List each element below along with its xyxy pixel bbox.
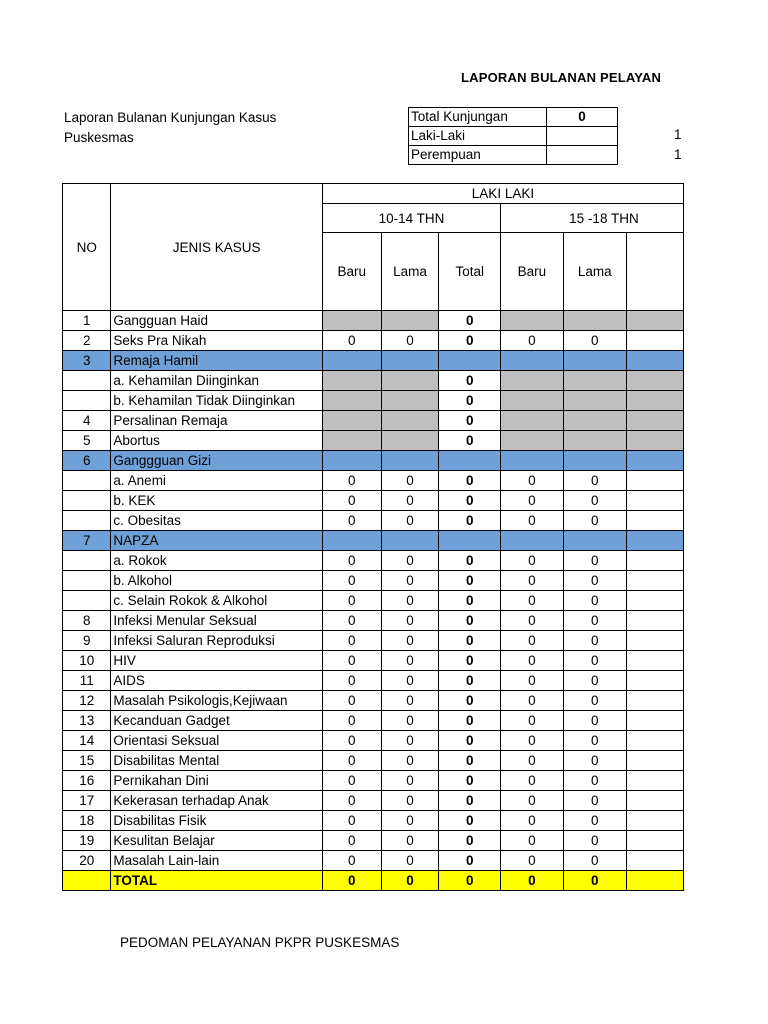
row-value-cell: 0 (501, 511, 563, 531)
row-value-cell (626, 791, 683, 811)
row-value-cell (626, 831, 683, 851)
row-value-cell: 0 (563, 811, 626, 831)
summary-value (547, 146, 618, 165)
row-value-cell: 0 (322, 751, 381, 771)
row-value-cell: 0 (563, 771, 626, 791)
header-laki-laki: LAKI LAKI (322, 184, 683, 204)
row-value-cell (626, 331, 683, 351)
row-value-cell: 0 (563, 711, 626, 731)
row-value-cell: 0 (381, 851, 439, 871)
row-value-cell: 0 (322, 651, 381, 671)
row-value-cell (626, 411, 683, 431)
row-value-cell: 0 (439, 551, 501, 571)
row-value-cell: 0 (322, 791, 381, 811)
row-value-cell (381, 431, 439, 451)
case-table (62, 183, 684, 891)
table-row (63, 871, 684, 891)
row-value-cell: 0 (381, 831, 439, 851)
row-value-cell (322, 451, 381, 471)
row-name-cell: a. Rokok (111, 551, 322, 571)
row-value-cell (439, 351, 501, 371)
table-row (63, 411, 684, 431)
row-value-cell: 0 (501, 471, 563, 491)
row-value-cell: 0 (563, 831, 626, 851)
row-name-cell: b. Alkohol (111, 571, 322, 591)
row-name-cell: Pernikahan Dini (111, 771, 322, 791)
row-value-cell (626, 371, 683, 391)
row-value-cell: 0 (381, 491, 439, 511)
row-value-cell: 0 (439, 471, 501, 491)
row-value-cell: 0 (322, 851, 381, 871)
report-title: LAPORAN BULANAN PELAYAN (461, 70, 662, 85)
row-value-cell: 0 (381, 811, 439, 831)
row-value-cell: 0 (322, 491, 381, 511)
row-value-cell: 0 (501, 551, 563, 571)
row-value-cell (626, 511, 683, 531)
row-value-cell (626, 551, 683, 571)
row-value-cell: 0 (563, 651, 626, 671)
row-value-cell: 0 (439, 591, 501, 611)
row-value-cell (626, 611, 683, 631)
row-value-cell (501, 391, 563, 411)
table-row (63, 391, 684, 411)
row-value-cell: 0 (381, 691, 439, 711)
row-value-cell (626, 731, 683, 751)
row-value-cell: 0 (439, 631, 501, 651)
row-no-cell: 13 (63, 711, 111, 731)
row-value-cell: 0 (439, 511, 501, 531)
row-no-cell (63, 571, 111, 591)
summary-label: Total Kunjungan (409, 108, 547, 127)
row-value-cell (322, 391, 381, 411)
table-row (63, 811, 684, 831)
row-value-cell (626, 751, 683, 771)
row-value-cell: 0 (381, 511, 439, 531)
row-name-cell: Kesulitan Belajar (111, 831, 322, 851)
row-value-cell (563, 431, 626, 451)
row-no-cell (63, 471, 111, 491)
row-no-cell: 15 (63, 751, 111, 771)
row-value-cell: 0 (563, 751, 626, 771)
summary-row (409, 146, 618, 165)
row-value-cell: 0 (322, 331, 381, 351)
row-value-cell: 0 (381, 711, 439, 731)
row-value-cell: 0 (563, 631, 626, 651)
row-value-cell: 0 (439, 831, 501, 851)
row-value-cell (626, 471, 683, 491)
row-value-cell (626, 431, 683, 451)
subtitle-line-1: Laporan Bulanan Kunjungan Kasus (64, 110, 277, 125)
row-value-cell (626, 451, 683, 471)
row-value-cell: 0 (322, 631, 381, 651)
table-row (63, 751, 684, 771)
row-name-cell: c. Selain Rokok & Alkohol (111, 591, 322, 611)
row-no-cell (63, 871, 111, 891)
header-lama: Lama (381, 233, 439, 311)
row-name-cell: Disabilitas Mental (111, 751, 322, 771)
row-value-cell: 0 (439, 671, 501, 691)
row-value-cell (563, 311, 626, 331)
table-row (63, 311, 684, 331)
row-value-cell: 0 (439, 411, 501, 431)
row-value-cell: 0 (563, 491, 626, 511)
summary-label: Laki-Laki (409, 127, 547, 146)
row-value-cell: 0 (439, 651, 501, 671)
table-row (63, 671, 684, 691)
table-row (63, 691, 684, 711)
row-value-cell: 0 (501, 331, 563, 351)
row-value-cell (626, 591, 683, 611)
table-row (63, 371, 684, 391)
row-value-cell: 0 (439, 611, 501, 631)
row-value-cell: 0 (439, 371, 501, 391)
row-value-cell: 0 (381, 751, 439, 771)
table-row (63, 771, 684, 791)
row-value-cell: 0 (381, 611, 439, 631)
row-value-cell (381, 391, 439, 411)
row-name-cell: a. Kehamilan Diinginkan (111, 371, 322, 391)
header-lama: Lama (563, 233, 626, 311)
row-value-cell: 0 (563, 571, 626, 591)
summary-label: Perempuan (409, 146, 547, 165)
header-baru: Baru (501, 233, 563, 311)
header-no: NO (63, 184, 111, 311)
row-value-cell: 0 (501, 571, 563, 591)
visit-summary-table (408, 107, 618, 165)
row-name-cell: Seks Pra Nikah (111, 331, 322, 351)
row-value-cell: 0 (322, 611, 381, 631)
row-name-cell: Ganggguan Gizi (111, 451, 322, 471)
row-value-cell: 0 (501, 851, 563, 871)
row-name-cell: Persalinan Remaja (111, 411, 322, 431)
row-no-cell: 17 (63, 791, 111, 811)
table-row (63, 571, 684, 591)
row-value-cell (381, 531, 439, 551)
row-name-cell: c. Obesitas (111, 511, 322, 531)
row-name-cell: b. KEK (111, 491, 322, 511)
row-value-cell: 0 (322, 511, 381, 531)
row-value-cell (626, 531, 683, 551)
row-name-cell: Abortus (111, 431, 322, 451)
row-value-cell (381, 451, 439, 471)
row-value-cell (626, 871, 683, 891)
table-row (63, 611, 684, 631)
row-no-cell (63, 391, 111, 411)
row-value-cell: 0 (439, 751, 501, 771)
row-value-cell: 0 (563, 851, 626, 871)
row-value-cell: 0 (439, 691, 501, 711)
row-name-cell: Infeksi Menular Seksual (111, 611, 322, 631)
header-baru: Baru (322, 233, 381, 311)
row-value-cell (381, 371, 439, 391)
row-no-cell (63, 491, 111, 511)
row-value-cell: 0 (439, 391, 501, 411)
row-no-cell: 9 (63, 631, 111, 651)
table-row (63, 331, 684, 351)
row-value-cell: 0 (322, 671, 381, 691)
row-value-cell: 0 (439, 571, 501, 591)
row-value-cell: 0 (439, 791, 501, 811)
row-value-cell (626, 811, 683, 831)
row-value-cell: 0 (563, 471, 626, 491)
row-name-cell: Masalah Lain-lain (111, 851, 322, 871)
row-name-cell: Gangguan Haid (111, 311, 322, 331)
row-value-cell: 0 (322, 591, 381, 611)
report-subtitle (64, 108, 276, 147)
row-no-cell: 16 (63, 771, 111, 791)
row-no-cell: 12 (63, 691, 111, 711)
row-value-cell: 0 (381, 731, 439, 751)
header-jenis-kasus: JENIS KASUS (111, 184, 322, 311)
table-row (63, 491, 684, 511)
summary-row (409, 108, 618, 127)
row-no-cell: 2 (63, 331, 111, 351)
row-value-cell: 0 (563, 791, 626, 811)
row-value-cell: 0 (322, 771, 381, 791)
row-no-cell: 1 (63, 311, 111, 331)
row-value-cell: 0 (381, 331, 439, 351)
table-row (63, 591, 684, 611)
row-value-cell (563, 391, 626, 411)
row-value-cell: 0 (563, 671, 626, 691)
row-value-cell: 0 (501, 691, 563, 711)
table-row (63, 431, 684, 451)
row-value-cell (626, 651, 683, 671)
row-value-cell: 0 (322, 871, 381, 891)
row-value-cell: 0 (563, 611, 626, 631)
table-row (63, 511, 684, 531)
row-value-cell: 0 (322, 831, 381, 851)
row-value-cell: 0 (501, 771, 563, 791)
row-value-cell: 0 (322, 551, 381, 571)
row-value-cell (626, 311, 683, 331)
row-value-cell (626, 691, 683, 711)
row-value-cell: 0 (563, 691, 626, 711)
row-value-cell: 0 (501, 811, 563, 831)
table-row (63, 551, 684, 571)
row-value-cell (322, 531, 381, 551)
row-value-cell: 0 (563, 551, 626, 571)
table-row (63, 351, 684, 371)
table-row (63, 471, 684, 491)
header-age-15-18: 15 -18 THN (501, 204, 684, 233)
row-value-cell: 0 (439, 491, 501, 511)
row-no-cell (63, 591, 111, 611)
row-name-cell: Disabilitas Fisik (111, 811, 322, 831)
case-table-viewport (62, 183, 684, 903)
table-row (63, 651, 684, 671)
row-name-cell: Infeksi Saluran Reproduksi (111, 631, 322, 651)
row-value-cell (563, 371, 626, 391)
row-value-cell (322, 311, 381, 331)
row-value-cell (563, 531, 626, 551)
row-name-cell: Kekerasan terhadap Anak (111, 791, 322, 811)
row-name-cell: Remaja Hamil (111, 351, 322, 371)
row-value-cell (439, 451, 501, 471)
row-value-cell: 0 (439, 311, 501, 331)
table-row (63, 711, 684, 731)
row-no-cell: 6 (63, 451, 111, 471)
row-value-cell (322, 371, 381, 391)
row-value-cell: 0 (381, 571, 439, 591)
row-value-cell: 0 (322, 711, 381, 731)
row-value-cell (501, 311, 563, 331)
row-name-cell: Masalah Psikologis,Kejiwaan (111, 691, 322, 711)
row-value-cell: 0 (501, 711, 563, 731)
row-name-cell: HIV (111, 651, 322, 671)
row-value-cell: 0 (501, 671, 563, 691)
row-value-cell (626, 851, 683, 871)
row-value-cell: 0 (322, 691, 381, 711)
row-value-cell: 0 (439, 711, 501, 731)
row-value-cell (626, 571, 683, 591)
row-value-cell (381, 351, 439, 371)
row-value-cell (439, 531, 501, 551)
table-row (63, 451, 684, 471)
row-value-cell: 0 (381, 791, 439, 811)
row-value-cell: 0 (439, 431, 501, 451)
header-total (626, 233, 683, 311)
row-value-cell: 0 (439, 871, 501, 891)
row-value-cell: 0 (439, 851, 501, 871)
row-value-cell: 0 (501, 651, 563, 671)
row-no-cell (63, 371, 111, 391)
row-value-cell (626, 491, 683, 511)
male-count-value: 1 (674, 127, 682, 142)
row-no-cell: 11 (63, 671, 111, 691)
row-value-cell: 0 (501, 751, 563, 771)
row-value-cell: 0 (381, 651, 439, 671)
row-value-cell: 0 (501, 831, 563, 851)
row-value-cell (501, 371, 563, 391)
row-value-cell: 0 (501, 491, 563, 511)
row-value-cell (626, 671, 683, 691)
row-value-cell (501, 351, 563, 371)
row-value-cell (563, 451, 626, 471)
row-value-cell: 0 (322, 571, 381, 591)
summary-value (547, 127, 618, 146)
row-value-cell: 0 (563, 331, 626, 351)
row-value-cell: 0 (439, 331, 501, 351)
row-value-cell: 0 (501, 611, 563, 631)
row-no-cell: 5 (63, 431, 111, 451)
row-value-cell: 0 (501, 731, 563, 751)
row-no-cell: 18 (63, 811, 111, 831)
row-value-cell (626, 351, 683, 371)
row-value-cell: 0 (439, 731, 501, 751)
row-value-cell: 0 (501, 791, 563, 811)
row-no-cell: 19 (63, 831, 111, 851)
row-value-cell: 0 (501, 871, 563, 891)
row-value-cell: 0 (563, 591, 626, 611)
row-name-cell: Orientasi Seksual (111, 731, 322, 751)
row-name-cell: TOTAL (111, 871, 322, 891)
row-name-cell: AIDS (111, 671, 322, 691)
row-no-cell: 10 (63, 651, 111, 671)
row-value-cell: 0 (322, 731, 381, 751)
row-value-cell: 0 (322, 471, 381, 491)
row-value-cell (563, 411, 626, 431)
row-value-cell (381, 311, 439, 331)
header-total: Total (439, 233, 501, 311)
summary-value: 0 (547, 108, 618, 127)
row-no-cell: 4 (63, 411, 111, 431)
row-value-cell: 0 (381, 671, 439, 691)
row-no-cell: 8 (63, 611, 111, 631)
row-value-cell: 0 (381, 771, 439, 791)
row-value-cell: 0 (501, 591, 563, 611)
row-no-cell: 7 (63, 531, 111, 551)
row-value-cell (381, 411, 439, 431)
footer-text: PEDOMAN PELAYANAN PKPR PUSKESMAS (120, 935, 400, 950)
row-value-cell (626, 631, 683, 651)
row-value-cell (501, 451, 563, 471)
row-value-cell (501, 531, 563, 551)
row-value-cell (626, 711, 683, 731)
row-name-cell: NAPZA (111, 531, 322, 551)
row-value-cell: 0 (381, 471, 439, 491)
subtitle-line-2: Puskesmas (64, 129, 134, 145)
summary-row (409, 127, 618, 146)
row-value-cell (322, 411, 381, 431)
row-value-cell: 0 (563, 511, 626, 531)
header-age-10-14: 10-14 THN (322, 204, 500, 233)
row-value-cell: 0 (439, 771, 501, 791)
row-value-cell: 0 (439, 811, 501, 831)
female-count-value: 1 (674, 147, 682, 162)
row-value-cell: 0 (563, 871, 626, 891)
table-row (63, 791, 684, 811)
row-no-cell: 14 (63, 731, 111, 751)
row-value-cell: 0 (563, 731, 626, 751)
row-value-cell: 0 (381, 871, 439, 891)
row-no-cell: 3 (63, 351, 111, 371)
row-value-cell (322, 431, 381, 451)
row-value-cell: 0 (322, 811, 381, 831)
row-value-cell: 0 (381, 551, 439, 571)
table-row (63, 831, 684, 851)
row-name-cell: b. Kehamilan Tidak Diinginkan (111, 391, 322, 411)
row-value-cell: 0 (381, 631, 439, 651)
row-name-cell: Kecanduan Gadget (111, 711, 322, 731)
row-value-cell (563, 351, 626, 371)
row-no-cell (63, 511, 111, 531)
row-value-cell (501, 431, 563, 451)
row-value-cell (626, 391, 683, 411)
row-value-cell (501, 411, 563, 431)
row-no-cell (63, 551, 111, 571)
row-name-cell: a. Anemi (111, 471, 322, 491)
row-value-cell (322, 351, 381, 371)
row-value-cell: 0 (381, 591, 439, 611)
table-row (63, 731, 684, 751)
table-row (63, 851, 684, 871)
row-no-cell: 20 (63, 851, 111, 871)
row-value-cell: 0 (501, 631, 563, 651)
row-value-cell (626, 771, 683, 791)
table-row (63, 531, 684, 551)
table-row (63, 631, 684, 651)
